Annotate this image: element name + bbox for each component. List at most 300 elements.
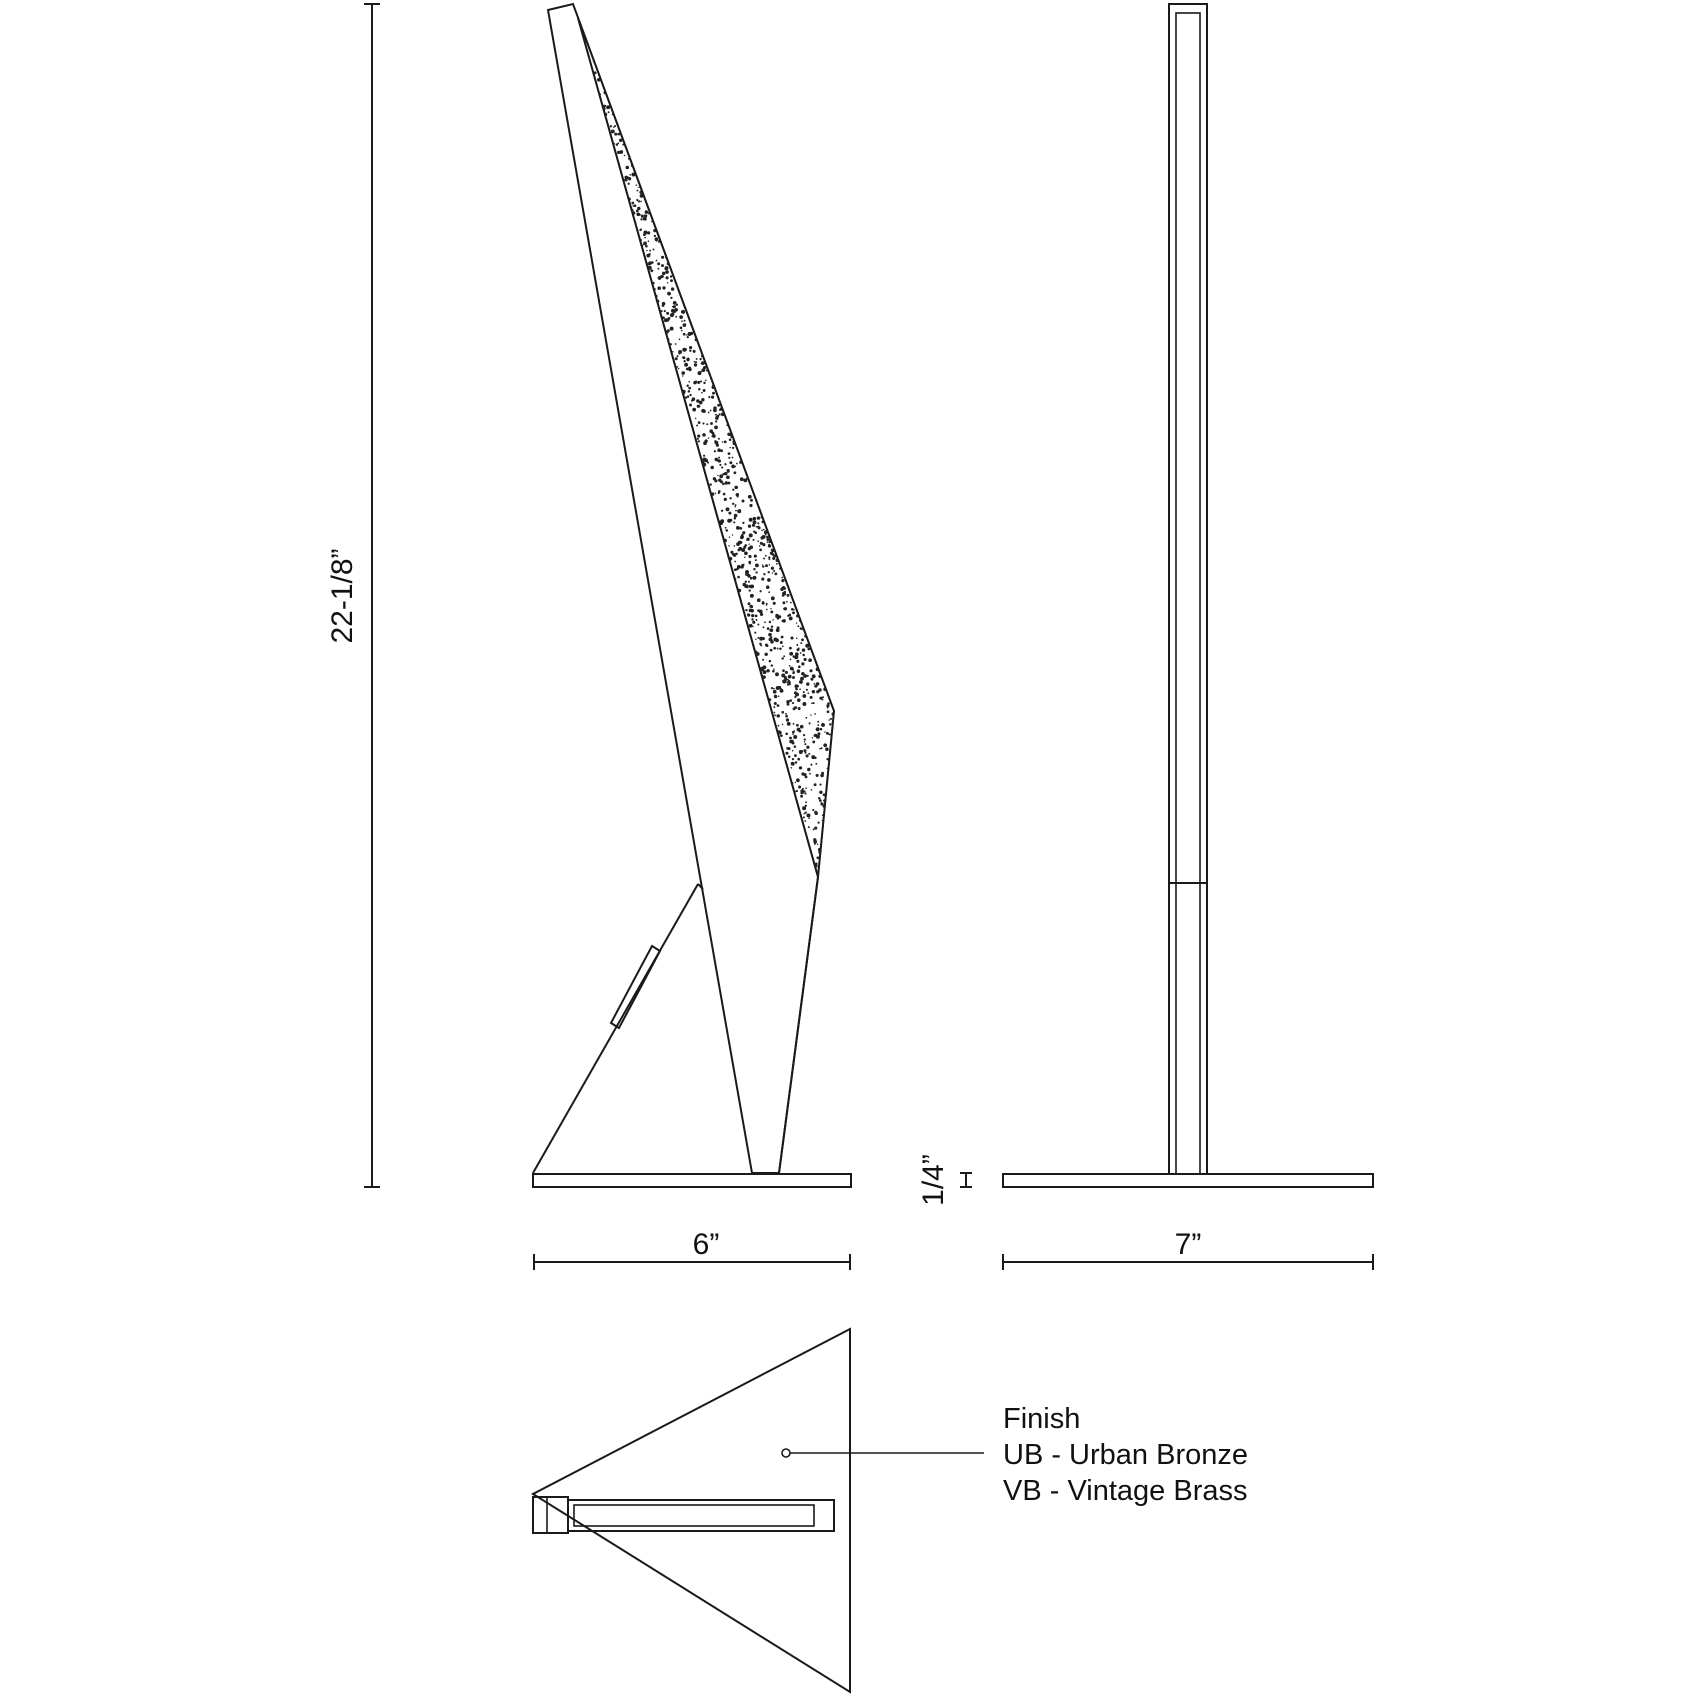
speckle-dot xyxy=(820,747,822,749)
speckle-dot xyxy=(732,457,734,459)
speckle-dot xyxy=(773,602,776,605)
speckle-dot xyxy=(753,517,756,520)
speckle-dot xyxy=(797,758,800,761)
speckle-dot xyxy=(768,544,770,546)
speckle-dot xyxy=(732,534,733,535)
speckle-dot xyxy=(792,731,795,734)
speckle-dot xyxy=(797,669,801,673)
speckle-dot xyxy=(791,762,795,766)
speckle-dot xyxy=(748,525,751,528)
speckle-dot xyxy=(766,585,770,589)
speckle-dot xyxy=(808,826,810,828)
speckle-dot xyxy=(710,466,713,469)
speckle-dot xyxy=(770,636,772,638)
speckle-dot xyxy=(787,684,789,686)
speckle-dot xyxy=(793,735,797,739)
speckle-dot xyxy=(828,719,830,721)
speckle-dot xyxy=(681,320,683,322)
speckle-dot xyxy=(771,687,773,689)
speckle-dot xyxy=(796,724,799,727)
speckle-dot xyxy=(640,218,642,220)
speckle-dot xyxy=(762,543,765,546)
speckle-dot xyxy=(772,619,774,621)
speckle-dot xyxy=(782,601,785,604)
speckle-dot xyxy=(748,555,751,558)
speckle-dot xyxy=(675,343,677,345)
speckle-dot xyxy=(800,795,803,798)
speckle-dot xyxy=(714,450,716,452)
speckle-dot xyxy=(748,543,749,544)
speckle-dot xyxy=(708,437,710,439)
front-width-label: 7” xyxy=(1174,1228,1202,1261)
speckle-dot xyxy=(697,381,700,384)
speckle-dot xyxy=(794,706,797,709)
speckle-dot xyxy=(818,822,820,824)
speckle-dot xyxy=(750,605,753,608)
speckle-dot xyxy=(616,143,619,146)
speckle-dot xyxy=(735,578,736,579)
speckle-dot xyxy=(733,471,736,474)
speckle-dot xyxy=(772,557,775,560)
speckle-dot xyxy=(790,659,792,661)
speckle-dot xyxy=(785,733,788,736)
speckle-dot xyxy=(715,414,717,416)
speckle-dot xyxy=(698,405,700,407)
speckle-dot xyxy=(812,809,814,811)
speckle-dot xyxy=(780,641,783,644)
speckle-dot xyxy=(628,158,630,160)
speckle-dot xyxy=(684,363,688,367)
speckle-dot xyxy=(752,621,755,624)
speckle-dot xyxy=(709,483,711,485)
speckle-dot xyxy=(802,694,806,698)
finish-callout xyxy=(782,1403,1248,1507)
speckle-dot xyxy=(681,310,684,313)
speckle-dot xyxy=(805,801,807,803)
speckle-dot xyxy=(823,793,826,796)
speckle-dot xyxy=(782,646,784,648)
speckle-dot xyxy=(771,567,774,570)
speckle-dot xyxy=(672,351,674,353)
speckle-dot xyxy=(813,838,816,841)
speckle-dot xyxy=(819,799,822,802)
speckle-dot xyxy=(688,387,691,390)
speckle-dot xyxy=(740,541,743,544)
speckle-dot xyxy=(762,675,766,679)
speckle-dot xyxy=(639,229,641,231)
side-base-plate xyxy=(533,1174,851,1187)
speckle-dot xyxy=(739,527,742,530)
speckle-dot xyxy=(750,585,754,589)
speckle-dot xyxy=(672,306,674,308)
speckle-dot xyxy=(818,797,821,800)
speckle-dot xyxy=(736,526,740,530)
speckle-dot xyxy=(802,702,806,706)
speckle-dot xyxy=(671,287,674,290)
speckle-dot xyxy=(686,334,687,335)
speckle-dot xyxy=(757,609,760,612)
speckle-dot xyxy=(808,753,810,755)
speckle-dot xyxy=(817,844,819,846)
speckle-dot xyxy=(734,517,737,520)
speckle-dot xyxy=(672,313,675,316)
side-width-label: 6” xyxy=(692,1228,720,1261)
side-view xyxy=(533,4,851,1187)
speckle-dot xyxy=(704,439,707,442)
speckle-dot xyxy=(732,447,734,449)
speckle-dot xyxy=(781,657,783,659)
speckle-dot xyxy=(737,543,739,545)
side-blade-outline xyxy=(548,4,834,1173)
speckle-dot xyxy=(795,782,796,783)
speckle-dot xyxy=(773,647,776,650)
speckle-dot xyxy=(676,355,678,357)
speckle-dot xyxy=(636,190,638,192)
speckle-dot xyxy=(807,675,809,677)
speckle-dot xyxy=(644,237,646,239)
top-cap-outer xyxy=(533,1497,568,1533)
speckle-dot xyxy=(770,610,773,613)
speckle-dot xyxy=(811,789,813,791)
speckle-dot xyxy=(769,564,770,565)
speckle-dot xyxy=(695,418,696,419)
speckle-dot xyxy=(823,743,827,747)
speckle-dot xyxy=(768,591,770,593)
speckle-dot xyxy=(759,590,761,592)
speckle-dot xyxy=(775,614,778,617)
speckle-dot xyxy=(814,713,816,715)
speckle-dot xyxy=(795,684,799,688)
speckle-dot xyxy=(819,791,822,794)
speckle-dot xyxy=(798,665,801,668)
speckle-dot xyxy=(804,749,807,752)
speckle-dot xyxy=(773,570,775,572)
speckle-dot xyxy=(822,814,824,816)
speckle-dot xyxy=(771,549,773,551)
speckle-dot xyxy=(729,461,732,464)
speckle-dot xyxy=(785,713,787,715)
speckle-dot xyxy=(800,627,803,630)
speckle-dot xyxy=(670,275,672,277)
speckle-dot xyxy=(800,652,802,654)
speckle-dot xyxy=(788,756,791,759)
speckle-dot xyxy=(790,602,792,604)
speckle-dot xyxy=(744,544,747,547)
speckle-dot xyxy=(767,541,769,543)
speckle-dot xyxy=(786,718,789,721)
speckle-dot xyxy=(673,301,677,305)
speckle-dot xyxy=(702,368,706,372)
speckle-dot xyxy=(626,166,630,170)
speckle-dot xyxy=(792,676,795,679)
speckle-dot xyxy=(800,642,802,644)
speckle-dot xyxy=(807,813,811,817)
speckle-dot xyxy=(724,441,727,444)
speckle-dot xyxy=(827,702,830,705)
speckle-dot xyxy=(719,474,723,478)
speckle-dot xyxy=(809,669,812,672)
speckle-dot xyxy=(763,626,765,628)
speckle-dot xyxy=(629,177,631,179)
speckle-dot xyxy=(809,722,811,724)
speckle-dot xyxy=(714,458,718,462)
speckle-dot xyxy=(749,609,753,613)
speckle-dot xyxy=(715,416,719,420)
speckle-dot xyxy=(755,563,759,567)
speckle-dot xyxy=(747,613,749,615)
speckle-dot xyxy=(812,740,815,743)
speckle-dot xyxy=(725,481,728,484)
speckle-dot xyxy=(728,457,730,459)
speckle-dot xyxy=(768,698,771,701)
speckle-dot xyxy=(792,758,794,760)
speckle-dot xyxy=(749,533,753,537)
speckle-dot xyxy=(678,353,680,355)
speckle-dot xyxy=(636,210,639,213)
speckle-dot xyxy=(619,150,623,154)
speckle-dot xyxy=(827,710,830,713)
speckle-dot xyxy=(813,828,815,830)
speckle-dot xyxy=(760,644,762,646)
speckle-dot xyxy=(812,690,815,693)
speckle-dot xyxy=(775,573,778,576)
speckle-dot xyxy=(678,368,680,370)
speckle-dot xyxy=(717,448,721,452)
speckle-dot xyxy=(799,750,803,754)
speckle-dot xyxy=(689,394,691,396)
speckle-dot xyxy=(800,789,804,793)
speckle-dot xyxy=(724,498,727,501)
speckle-dot xyxy=(803,816,805,818)
speckle-dot xyxy=(778,731,782,735)
speckle-dot xyxy=(776,628,780,632)
speckle-dot xyxy=(698,440,700,442)
speckle-dot xyxy=(666,312,669,315)
speckle-dot xyxy=(765,555,767,557)
speckle-dot xyxy=(805,787,807,789)
speckle-dot xyxy=(679,315,683,319)
speckle-dot xyxy=(749,624,753,628)
speckle-dot xyxy=(709,429,713,433)
speckle-dot xyxy=(662,272,665,275)
speckle-dot xyxy=(711,492,714,495)
speckle-dot xyxy=(771,626,773,628)
speckle-dot xyxy=(662,316,665,319)
speckle-dot xyxy=(779,647,782,650)
speckle-dot xyxy=(727,470,730,473)
speckle-dot xyxy=(687,359,689,361)
speckle-dot xyxy=(789,740,792,743)
speckle-dot xyxy=(817,724,819,726)
speckle-dot xyxy=(679,338,681,340)
speckle-dot xyxy=(759,545,760,546)
speckle-dot xyxy=(717,475,718,476)
base-thickness-label: 1/4” xyxy=(917,1154,950,1206)
speckle-dot xyxy=(780,734,783,737)
speckle-dot xyxy=(829,733,831,735)
speckle-dot xyxy=(689,346,692,349)
speckle-dot xyxy=(817,721,819,723)
speckle-dot xyxy=(769,634,771,636)
speckle-dot xyxy=(770,640,774,644)
speckle-dot xyxy=(720,480,723,483)
side-support-leg xyxy=(533,884,698,1173)
speckle-dot xyxy=(675,357,678,360)
speckle-dot xyxy=(774,695,776,697)
speckle-dot xyxy=(764,653,767,656)
speckle-dot xyxy=(803,734,805,736)
speckle-dot xyxy=(662,286,665,289)
speckle-dot xyxy=(774,702,777,705)
speckle-dot xyxy=(718,413,720,415)
speckle-dot xyxy=(657,262,660,265)
speckle-dot xyxy=(773,690,777,694)
speckle-dot xyxy=(667,292,671,296)
speckle-dot xyxy=(640,194,644,198)
speckle-dot xyxy=(773,668,775,670)
speckle-dot xyxy=(691,400,693,402)
speckle-dot xyxy=(782,669,785,672)
side-width-dimension xyxy=(534,1228,850,1270)
top-light-bar-inner xyxy=(574,1505,814,1526)
speckle-dot xyxy=(713,477,716,480)
speckle-dot xyxy=(718,492,720,494)
speckle-dot xyxy=(816,727,820,731)
speckle-dot xyxy=(631,202,634,205)
speckle-dot xyxy=(728,512,731,515)
speckle-dot xyxy=(617,133,620,136)
speckle-dot xyxy=(682,356,684,358)
speckle-dot xyxy=(757,598,761,602)
speckle-dot xyxy=(753,520,757,524)
speckle-dot xyxy=(810,696,813,699)
speckle-dot xyxy=(748,581,750,583)
speckle-dot xyxy=(792,611,795,614)
speckle-dot xyxy=(707,462,709,464)
speckle-dot xyxy=(657,268,659,270)
speckle-dot xyxy=(698,421,701,424)
speckle-dot xyxy=(756,619,758,621)
speckle-dot xyxy=(821,723,825,727)
speckle-dot xyxy=(748,495,752,499)
speckle-dot xyxy=(778,686,781,689)
speckle-dot xyxy=(822,820,824,822)
speckle-dot xyxy=(667,329,670,332)
speckle-dot xyxy=(805,644,809,648)
speckle-dot xyxy=(675,316,677,318)
speckle-dot xyxy=(706,423,708,425)
speckle-dot xyxy=(693,350,696,353)
speckle-dot xyxy=(792,669,794,671)
speckle-dot xyxy=(818,688,821,691)
callout-marker xyxy=(782,1449,790,1457)
speckle-dot xyxy=(647,231,650,234)
speckle-dot xyxy=(765,644,768,647)
speckle-dot xyxy=(779,568,781,570)
speckle-dot xyxy=(761,530,763,532)
speckle-dot xyxy=(794,754,797,757)
speckle-dot xyxy=(656,260,658,262)
speckle-dot xyxy=(789,665,791,667)
speckle-dot xyxy=(804,820,806,822)
speckle-dot xyxy=(674,308,678,312)
speckle-dot xyxy=(651,261,654,264)
speckle-dot xyxy=(652,282,655,285)
speckle-dot xyxy=(786,747,789,750)
speckle-dot xyxy=(680,326,683,329)
speckle-dot xyxy=(825,747,829,751)
speckle-dot xyxy=(697,435,700,438)
speckle-dot xyxy=(722,473,724,475)
speckle-dot xyxy=(726,475,730,479)
speckle-dot xyxy=(688,381,690,383)
speckle-dot xyxy=(801,672,805,676)
speckle-dot xyxy=(682,348,686,352)
speckle-dot xyxy=(776,563,778,565)
speckle-dot xyxy=(742,500,745,503)
speckle-dot xyxy=(682,375,683,376)
speckle-dot xyxy=(636,184,638,186)
diffuser-speckles xyxy=(580,26,835,867)
speckle-dot xyxy=(815,763,817,765)
speckle-dot xyxy=(662,302,665,305)
speckle-dot xyxy=(728,452,731,455)
speckle-dot xyxy=(810,714,811,715)
speckle-dot xyxy=(683,333,686,336)
speckle-dot xyxy=(634,204,637,207)
speckle-dot xyxy=(734,466,736,468)
speckle-dot xyxy=(807,648,810,651)
speckle-dot xyxy=(783,608,785,610)
speckle-dot xyxy=(716,444,719,447)
speckle-dot xyxy=(751,618,753,620)
speckle-dot xyxy=(645,245,648,248)
speckle-dot xyxy=(665,270,669,274)
speckle-dot xyxy=(684,360,685,361)
speckle-dot xyxy=(755,638,756,639)
speckle-dot xyxy=(664,310,666,312)
speckle-dot xyxy=(665,266,669,270)
speckle-dot xyxy=(769,541,771,543)
speckle-dot xyxy=(799,680,803,684)
speckle-dot xyxy=(777,617,780,620)
speckle-dot xyxy=(757,623,759,625)
speckle-dot xyxy=(734,545,736,547)
speckle-dot xyxy=(786,700,789,703)
speckle-dot xyxy=(724,472,727,475)
speckle-dot xyxy=(796,644,798,646)
speckle-dot xyxy=(628,183,630,185)
speckle-dot xyxy=(639,214,641,216)
speckle-dot xyxy=(782,724,784,726)
speckle-dot xyxy=(714,440,716,442)
speckle-dot xyxy=(754,555,757,558)
speckle-dot xyxy=(701,409,705,413)
speckle-dot xyxy=(661,275,664,278)
speckle-dot xyxy=(631,173,635,177)
speckle-dot xyxy=(778,725,780,727)
speckle-dot xyxy=(762,565,764,567)
speckle-dot xyxy=(689,350,691,352)
speckle-dot xyxy=(786,601,788,603)
speckle-dot xyxy=(812,737,813,738)
speckle-dot xyxy=(795,761,798,764)
speckle-dot xyxy=(789,737,792,740)
speckle-dot xyxy=(645,210,649,214)
speckle-dot xyxy=(781,674,785,678)
speckle-dot xyxy=(624,178,627,181)
speckle-dot xyxy=(811,755,815,759)
